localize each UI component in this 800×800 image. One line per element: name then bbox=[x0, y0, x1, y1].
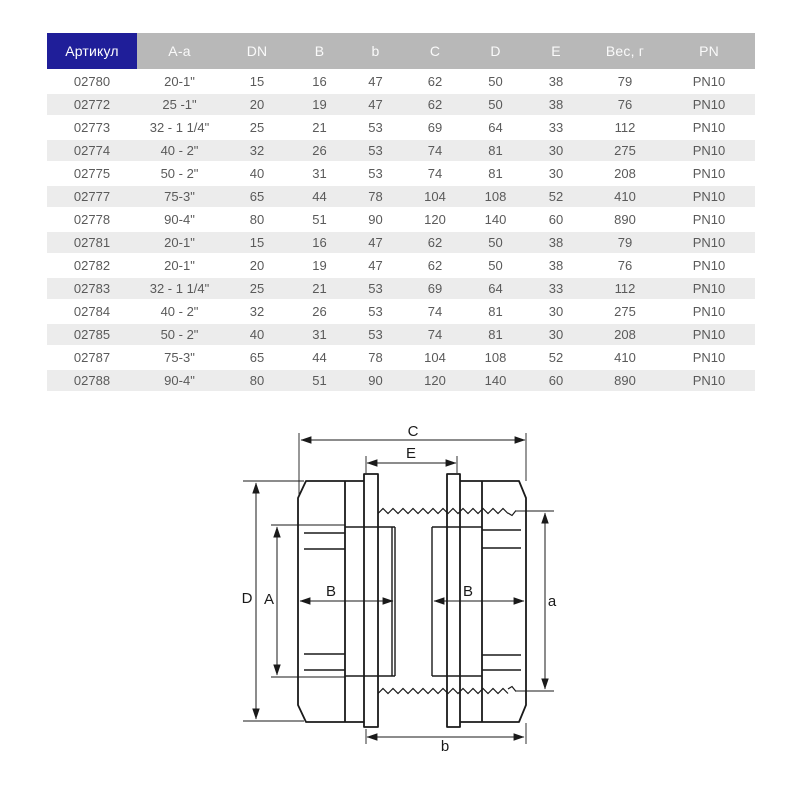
table-cell: 02772 bbox=[47, 92, 137, 115]
table-cell: 02774 bbox=[47, 138, 137, 161]
table-cell: 02777 bbox=[47, 184, 137, 207]
table-cell: 20-1" bbox=[137, 69, 222, 92]
table-cell: 15 bbox=[222, 230, 292, 253]
table-row bbox=[47, 368, 755, 391]
table-cell: 02788 bbox=[47, 368, 137, 391]
spec-table-header bbox=[47, 33, 755, 69]
dim-label-a-upper: A bbox=[263, 591, 275, 608]
table-cell: 69 bbox=[404, 115, 466, 138]
table-cell: 51 bbox=[292, 207, 347, 230]
table-cell: 53 bbox=[347, 299, 404, 322]
table-cell: 47 bbox=[347, 253, 404, 276]
dimension-lines bbox=[243, 433, 554, 744]
table-cell: 38 bbox=[525, 253, 587, 276]
table-row bbox=[47, 299, 755, 322]
table-cell: 275 bbox=[587, 299, 663, 322]
table-cell: 25 bbox=[222, 276, 292, 299]
table-cell: 02781 bbox=[47, 230, 137, 253]
table-cell: 140 bbox=[466, 368, 525, 391]
table-cell: 90-4" bbox=[137, 207, 222, 230]
table-cell: 02784 bbox=[47, 299, 137, 322]
table-row bbox=[47, 161, 755, 184]
header-cell: C bbox=[404, 33, 466, 69]
table-cell: 75-3" bbox=[137, 345, 222, 368]
table-cell: 38 bbox=[525, 69, 587, 92]
table-cell: 38 bbox=[525, 92, 587, 115]
table-cell: 50 - 2" bbox=[137, 322, 222, 345]
table-row bbox=[47, 115, 755, 138]
table-cell: 81 bbox=[466, 138, 525, 161]
table-cell: 69 bbox=[404, 276, 466, 299]
table-cell: PN10 bbox=[663, 345, 755, 368]
table-cell: 32 bbox=[222, 138, 292, 161]
table-row bbox=[47, 69, 755, 92]
dim-label-d: D bbox=[241, 590, 253, 607]
table-cell: 52 bbox=[525, 184, 587, 207]
table-cell: 80 bbox=[222, 207, 292, 230]
table-cell: 104 bbox=[404, 345, 466, 368]
table-cell: 53 bbox=[347, 161, 404, 184]
table-cell: 50 bbox=[466, 92, 525, 115]
table-cell: 53 bbox=[347, 138, 404, 161]
table-cell: 90 bbox=[347, 207, 404, 230]
table-cell: 81 bbox=[466, 161, 525, 184]
table-cell: 02780 bbox=[47, 69, 137, 92]
table-cell: 74 bbox=[404, 322, 466, 345]
table-cell: PN10 bbox=[663, 92, 755, 115]
table-row bbox=[47, 230, 755, 253]
table-cell: 40 bbox=[222, 161, 292, 184]
spec-table-body bbox=[47, 69, 755, 391]
table-cell: 53 bbox=[347, 276, 404, 299]
table-cell: 02775 bbox=[47, 161, 137, 184]
table-cell: 90 bbox=[347, 368, 404, 391]
table-cell: PN10 bbox=[663, 276, 755, 299]
table-cell: 81 bbox=[466, 299, 525, 322]
table-cell: 120 bbox=[404, 207, 466, 230]
table-cell: 60 bbox=[525, 207, 587, 230]
table-cell: 410 bbox=[587, 184, 663, 207]
table-cell: 108 bbox=[466, 345, 525, 368]
table-cell: PN10 bbox=[663, 299, 755, 322]
dim-label-e: E bbox=[405, 445, 417, 462]
table-cell: 65 bbox=[222, 184, 292, 207]
table-cell: 47 bbox=[347, 230, 404, 253]
header-cell: A-a bbox=[137, 33, 222, 69]
table-cell: PN10 bbox=[663, 253, 755, 276]
table-cell: 30 bbox=[525, 138, 587, 161]
table-row bbox=[47, 92, 755, 115]
table-cell: 20-1" bbox=[137, 253, 222, 276]
table-cell: 62 bbox=[404, 253, 466, 276]
table-cell: 53 bbox=[347, 322, 404, 345]
table-cell: 78 bbox=[347, 345, 404, 368]
table-cell: 74 bbox=[404, 299, 466, 322]
header-cell: E bbox=[525, 33, 587, 69]
table-cell: 112 bbox=[587, 115, 663, 138]
table-cell: 51 bbox=[292, 368, 347, 391]
table-cell: 16 bbox=[292, 230, 347, 253]
table-cell: 30 bbox=[525, 299, 587, 322]
table-row bbox=[47, 184, 755, 207]
table-row bbox=[47, 322, 755, 345]
table-cell: 19 bbox=[292, 253, 347, 276]
table-cell: 50 - 2" bbox=[137, 161, 222, 184]
table-cell: 62 bbox=[404, 92, 466, 115]
table-cell: 79 bbox=[587, 69, 663, 92]
table-cell: 02782 bbox=[47, 253, 137, 276]
table-cell: 40 bbox=[222, 322, 292, 345]
table-cell: 02773 bbox=[47, 115, 137, 138]
table-cell: 31 bbox=[292, 161, 347, 184]
table-cell: 76 bbox=[587, 92, 663, 115]
table-cell: 25 bbox=[222, 115, 292, 138]
table-cell: 02778 bbox=[47, 207, 137, 230]
header-cell: B bbox=[292, 33, 347, 69]
table-cell: 02783 bbox=[47, 276, 137, 299]
spec-table bbox=[47, 33, 755, 391]
table-cell: 80 bbox=[222, 368, 292, 391]
table-cell: 60 bbox=[525, 368, 587, 391]
table-cell: 32 bbox=[222, 299, 292, 322]
table-cell: 33 bbox=[525, 115, 587, 138]
table-cell: 62 bbox=[404, 69, 466, 92]
header-cell: PN bbox=[663, 33, 755, 69]
table-cell: 104 bbox=[404, 184, 466, 207]
table-cell: 64 bbox=[466, 276, 525, 299]
table-cell: PN10 bbox=[663, 322, 755, 345]
table-cell: PN10 bbox=[663, 138, 755, 161]
table-cell: 31 bbox=[292, 322, 347, 345]
table-cell: 50 bbox=[466, 253, 525, 276]
dim-label-a-lower: a bbox=[547, 593, 557, 610]
table-cell: PN10 bbox=[663, 207, 755, 230]
table-cell: 275 bbox=[587, 138, 663, 161]
table-cell: PN10 bbox=[663, 161, 755, 184]
table-cell: PN10 bbox=[663, 368, 755, 391]
table-cell: 38 bbox=[525, 230, 587, 253]
table-row bbox=[47, 276, 755, 299]
table-cell: PN10 bbox=[663, 230, 755, 253]
table-cell: 140 bbox=[466, 207, 525, 230]
table-cell: 76 bbox=[587, 253, 663, 276]
table-cell: 74 bbox=[404, 161, 466, 184]
table-row bbox=[47, 207, 755, 230]
table-cell: 26 bbox=[292, 299, 347, 322]
dim-label-c: C bbox=[407, 424, 419, 440]
table-cell: 20-1" bbox=[137, 230, 222, 253]
table-cell: 40 - 2" bbox=[137, 138, 222, 161]
dimension-drawing bbox=[228, 424, 576, 772]
table-cell: 890 bbox=[587, 207, 663, 230]
table-cell: 81 bbox=[466, 322, 525, 345]
table-cell: 47 bbox=[347, 92, 404, 115]
table-cell: 410 bbox=[587, 345, 663, 368]
table-cell: PN10 bbox=[663, 69, 755, 92]
table-cell: 16 bbox=[292, 69, 347, 92]
table-cell: 47 bbox=[347, 69, 404, 92]
table-cell: 74 bbox=[404, 138, 466, 161]
dimension-labels bbox=[242, 424, 557, 755]
table-cell: 120 bbox=[404, 368, 466, 391]
header-cell: DN bbox=[222, 33, 292, 69]
thread-bottom-zigzag bbox=[378, 689, 508, 694]
table-cell: 75-3" bbox=[137, 184, 222, 207]
table-cell: PN10 bbox=[663, 184, 755, 207]
table-cell: 90-4" bbox=[137, 368, 222, 391]
table-cell: 21 bbox=[292, 115, 347, 138]
table-cell: 208 bbox=[587, 161, 663, 184]
table-cell: 64 bbox=[466, 115, 525, 138]
table-cell: 15 bbox=[222, 69, 292, 92]
table-cell: 20 bbox=[222, 92, 292, 115]
header-row bbox=[47, 33, 755, 69]
thread-top-runout bbox=[508, 511, 516, 516]
table-cell: 52 bbox=[525, 345, 587, 368]
table-cell: 890 bbox=[587, 368, 663, 391]
table-row bbox=[47, 253, 755, 276]
table-cell: 25 -1" bbox=[137, 92, 222, 115]
table-cell: 65 bbox=[222, 345, 292, 368]
dim-label-b-left: B bbox=[325, 583, 337, 600]
header-cell: b bbox=[347, 33, 404, 69]
table-cell: 02785 bbox=[47, 322, 137, 345]
table-cell: 112 bbox=[587, 276, 663, 299]
table-cell: PN10 bbox=[663, 115, 755, 138]
table-cell: 50 bbox=[466, 230, 525, 253]
table-cell: 62 bbox=[404, 230, 466, 253]
table-cell: 44 bbox=[292, 345, 347, 368]
table-cell: 26 bbox=[292, 138, 347, 161]
thread-bottom-runout bbox=[508, 687, 516, 692]
dim-label-b-right: B bbox=[462, 583, 474, 600]
table-cell: 30 bbox=[525, 322, 587, 345]
table-cell: 20 bbox=[222, 253, 292, 276]
table-cell: 33 bbox=[525, 276, 587, 299]
table-cell: 79 bbox=[587, 230, 663, 253]
table-cell: 30 bbox=[525, 161, 587, 184]
table-cell: 53 bbox=[347, 115, 404, 138]
dim-label-b-lower: b bbox=[440, 738, 450, 755]
thread-top-zigzag bbox=[378, 509, 508, 514]
table-cell: 32 - 1 1/4" bbox=[137, 276, 222, 299]
table-cell: 78 bbox=[347, 184, 404, 207]
table-cell: 19 bbox=[292, 92, 347, 115]
table-cell: 21 bbox=[292, 276, 347, 299]
header-cell: D bbox=[466, 33, 525, 69]
table-cell: 02787 bbox=[47, 345, 137, 368]
table-cell: 108 bbox=[466, 184, 525, 207]
header-cell: Артикул bbox=[47, 33, 137, 69]
header-cell: Вес, г bbox=[587, 33, 663, 69]
table-row bbox=[47, 345, 755, 368]
table-row bbox=[47, 138, 755, 161]
table-cell: 50 bbox=[466, 69, 525, 92]
table-cell: 208 bbox=[587, 322, 663, 345]
table-cell: 32 - 1 1/4" bbox=[137, 115, 222, 138]
table-cell: 40 - 2" bbox=[137, 299, 222, 322]
table-cell: 44 bbox=[292, 184, 347, 207]
